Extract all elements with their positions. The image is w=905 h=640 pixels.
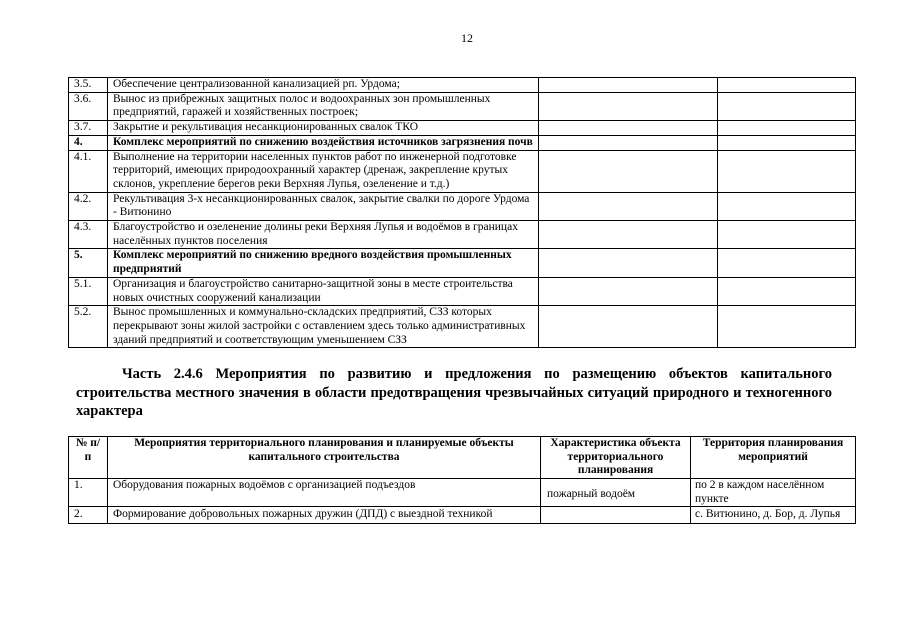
planning-territory: по 2 в каждом населённом пункте bbox=[691, 478, 856, 506]
measure-text: Вынос промышленных и коммунально-складских предприятий, СЗЗ которых перекрывают зоны жилой застройки с оставлением здесь только административных зданий предприятий и соответствующим уменьшением СЗЗ bbox=[108, 306, 539, 348]
empty-cell bbox=[539, 92, 718, 120]
header-characteristic: Характеристика объекта территориального планирования bbox=[541, 436, 691, 478]
row-number: 4.2. bbox=[69, 192, 108, 220]
section-heading-line: характера bbox=[76, 403, 143, 420]
empty-cell bbox=[718, 192, 856, 220]
measures-table-continued bbox=[68, 77, 856, 348]
row-number: 4.1. bbox=[69, 150, 108, 192]
header-measures: Мероприятия территориального планирования и планируемые объекты капитального строительства bbox=[108, 436, 541, 478]
row-number: 1. bbox=[69, 478, 108, 506]
measure-text: Комплекс мероприятий по снижению вредного воздействия промышленных предприятий bbox=[108, 249, 539, 277]
document-body bbox=[0, 77, 905, 524]
section-heading-line: Часть 2.4.6 Мероприятия по развитию и предложения по размещению объектов капитального bbox=[122, 366, 832, 383]
empty-cell bbox=[539, 121, 718, 136]
row-number: 3.7. bbox=[69, 121, 108, 136]
planning-territory: с. Витюнино, д. Бор, д. Лупья bbox=[691, 507, 856, 524]
measure-text: Выполнение на территории населенных пунктов работ по инженерной подготовке территорий, имеющих природоохранный характер (дренаж, закрепление крутых склонов, укрепление берегов реки Верхняя Лупья, озеленение и т.д.) bbox=[108, 150, 539, 192]
table-header-row bbox=[69, 436, 856, 478]
table-body bbox=[69, 436, 856, 523]
empty-cell bbox=[539, 78, 718, 93]
page-number: 12 bbox=[461, 31, 473, 45]
empty-cell bbox=[539, 221, 718, 249]
table-row bbox=[69, 92, 856, 120]
row-number: 4. bbox=[69, 135, 108, 150]
measure-text: Оборудования пожарных водоёмов с организацией подъездов bbox=[108, 478, 541, 506]
row-number: 5.1. bbox=[69, 277, 108, 305]
emergency-measures-table bbox=[68, 436, 856, 524]
empty-cell bbox=[539, 306, 718, 348]
table-row bbox=[69, 78, 856, 93]
row-number: 3.5. bbox=[69, 78, 108, 93]
row-number: 5. bbox=[69, 249, 108, 277]
measure-text: Формирование добровольных пожарных дружин (ДПД) с выездной техникой bbox=[108, 507, 541, 524]
row-number: 2. bbox=[69, 507, 108, 524]
measure-text: Рекультивация 3-х несанкционированных свалок, закрытие свалки по дороге Урдома - Витюнино bbox=[108, 192, 539, 220]
measure-text: Благоустройство и озеленение долины реки Верхняя Лупья и водоёмов в границах населённых пунктов поселения bbox=[108, 221, 539, 249]
empty-cell bbox=[718, 221, 856, 249]
empty-cell bbox=[718, 121, 856, 136]
table-body bbox=[69, 78, 856, 348]
measure-text: Обеспечение централизованной канализацией рп. Урдома; bbox=[108, 78, 539, 93]
empty-cell bbox=[539, 192, 718, 220]
object-characteristic bbox=[541, 507, 691, 524]
table-row bbox=[69, 150, 856, 192]
table-row bbox=[69, 221, 856, 249]
section-heading bbox=[76, 365, 832, 421]
empty-cell bbox=[539, 277, 718, 305]
empty-cell bbox=[539, 135, 718, 150]
row-number: 5.2. bbox=[69, 306, 108, 348]
measure-text: Комплекс мероприятий по снижению воздействия источников загрязнения почв bbox=[108, 135, 539, 150]
table-row bbox=[69, 121, 856, 136]
header-territory: Территория планирования мероприятий bbox=[691, 436, 856, 478]
empty-cell bbox=[718, 78, 856, 93]
empty-cell bbox=[718, 135, 856, 150]
table-row bbox=[69, 306, 856, 348]
table-section-row bbox=[69, 135, 856, 150]
empty-cell bbox=[539, 150, 718, 192]
empty-cell bbox=[718, 306, 856, 348]
object-characteristic: пожарный водоём bbox=[541, 478, 691, 506]
empty-cell bbox=[718, 277, 856, 305]
empty-cell bbox=[718, 150, 856, 192]
empty-cell bbox=[718, 249, 856, 277]
section-heading-line: строительства местного значения в области предотвращения чрезвычайных ситуаций природного и техногенного bbox=[76, 384, 832, 401]
row-number: 3.6. bbox=[69, 92, 108, 120]
measure-text: Закрытие и рекультивация несанкционированных свалок ТКО bbox=[108, 121, 539, 136]
measure-text: Организация и благоустройство санитарно-защитной зоны в месте строительства новых очистных сооружений канализации bbox=[108, 277, 539, 305]
table-row bbox=[69, 192, 856, 220]
empty-cell bbox=[718, 92, 856, 120]
header-number: № п/п bbox=[69, 436, 108, 478]
table-section-row bbox=[69, 249, 856, 277]
table-row bbox=[69, 478, 856, 506]
measure-text: Вынос из прибрежных защитных полос и водоохранных зон промышленных предприятий, гаражей и хозяйственных построек; bbox=[108, 92, 539, 120]
table-row bbox=[69, 277, 856, 305]
empty-cell bbox=[539, 249, 718, 277]
table-row bbox=[69, 507, 856, 524]
row-number: 4.3. bbox=[69, 221, 108, 249]
